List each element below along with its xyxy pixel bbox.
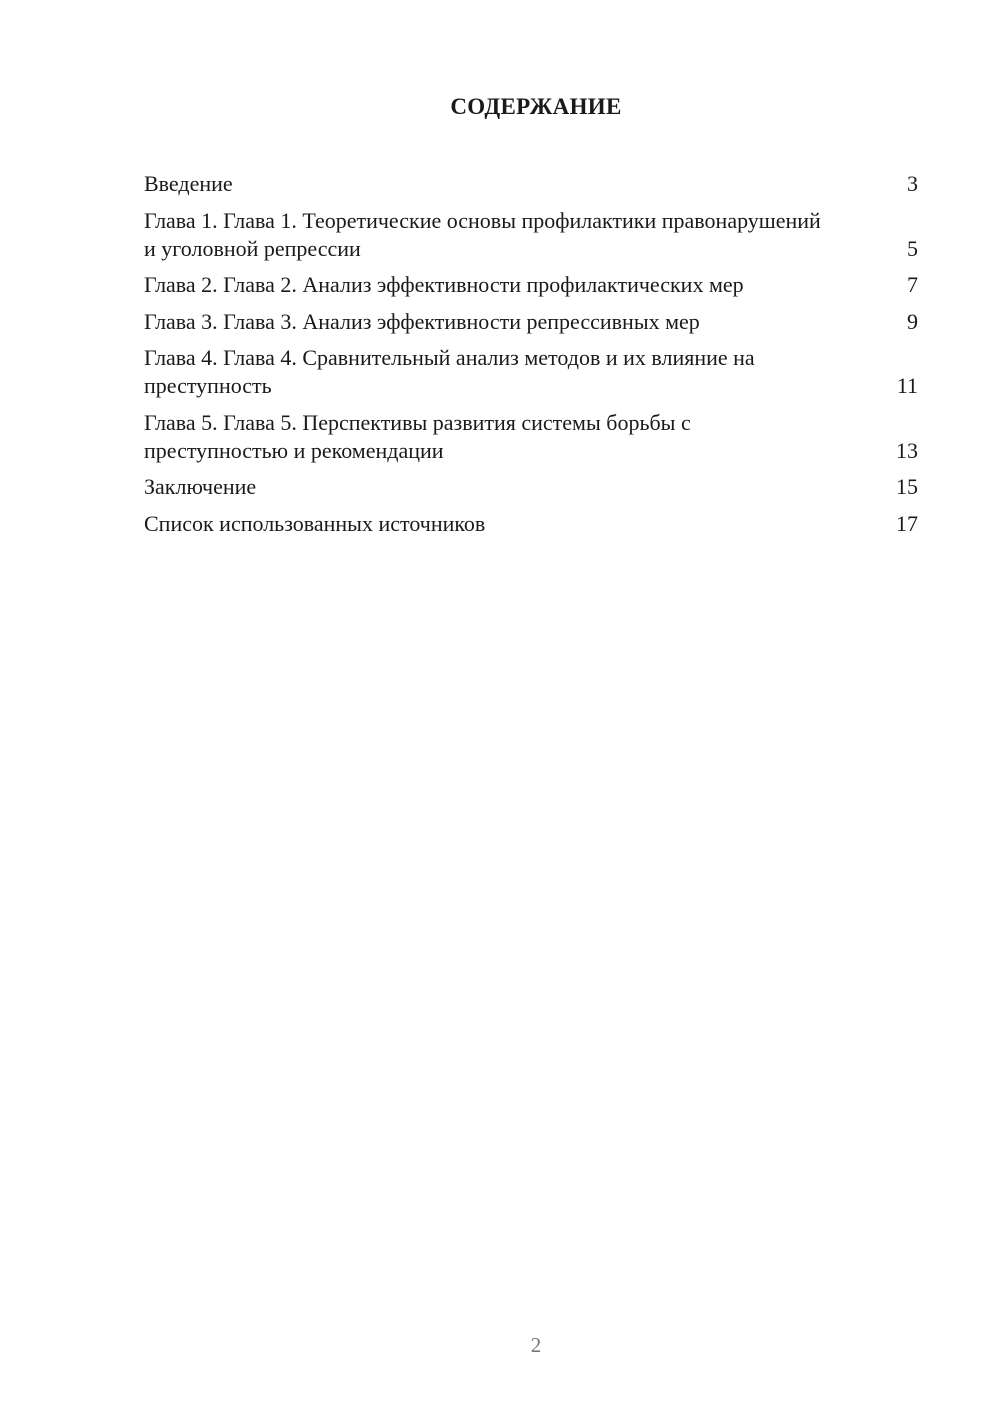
toc-entry-conclusion <box>144 473 918 501</box>
toc-entry-chapter-5 <box>144 409 918 465</box>
toc-entry-title: Глава 3. Глава 3. Анализ эффективности репрессивных мер <box>144 308 700 334</box>
toc-entry-page: 5 <box>907 235 918 261</box>
table-of-contents <box>144 170 918 546</box>
toc-entry-page: 7 <box>907 272 918 297</box>
toc-entry-page: 17 <box>896 510 918 536</box>
toc-entry-title: Глава 4. Глава 4. Сравнительный анализ методов и их влияние на преступность <box>144 345 755 398</box>
toc-entry-chapter-3 <box>144 308 918 336</box>
page-title: СОДЕРЖАНИЕ <box>450 94 622 119</box>
toc-entry-references <box>144 510 918 538</box>
toc-entry-title: Глава 5. Глава 5. Перспективы развития системы борьбы с преступностью и рекомендации <box>144 409 691 463</box>
page-number: 2 <box>530 1333 542 1357</box>
toc-entry-chapter-2 <box>144 271 918 299</box>
toc-entry-chapter-4 <box>144 344 918 400</box>
toc-entry-title: Заключение <box>144 474 257 499</box>
toc-entry-page: 15 <box>896 474 918 499</box>
toc-entry-page: 13 <box>896 437 918 463</box>
toc-entry-page: 9 <box>907 308 918 334</box>
toc-entry-page: 3 <box>907 171 918 196</box>
toc-entry-introduction <box>144 170 918 198</box>
toc-entry-title: Список использованных источников <box>144 510 486 536</box>
toc-entry-chapter-1 <box>144 207 918 263</box>
toc-entry-title: Глава 1. Глава 1. Теоретические основы профилактики правонарушений и уголовной репрессии <box>144 207 821 261</box>
toc-entry-page: 11 <box>896 373 918 398</box>
toc-entry-title: Введение <box>144 171 233 196</box>
toc-entry-title: Глава 2. Глава 2. Анализ эффективности профилактических мер <box>144 272 744 297</box>
